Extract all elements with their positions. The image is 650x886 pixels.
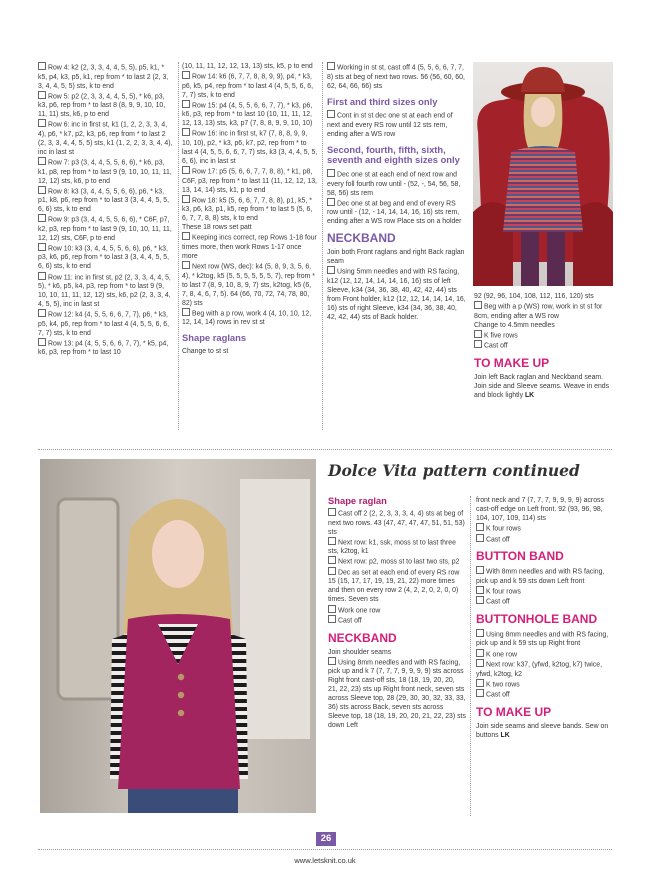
checkbox-icon [38,157,46,165]
pattern-text: Join side seams and sleeve bands. Sew on buttons LK [476,722,609,739]
page-title: Dolce Vita pattern continued [328,461,580,480]
pattern-row: K five rows [474,330,614,341]
pattern-text: These 18 rows set patt [182,224,252,232]
checkbox-icon [182,166,190,174]
pattern-column-6 [476,496,612,740]
pattern-text: Join shoulder seams [328,648,392,656]
pattern-row: Row 8: k3 (3, 4, 4, 5, 5, 6, 6), p6, * k3, p1, k8, p6, rep from * to last 3 (3, 4, 4, 5, 5, 6, 6) sts, k to end [38,186,173,215]
checkbox-icon [38,338,46,346]
pattern-column-5 [328,496,466,731]
pattern-row: Next row: k1, ssk, moss st to last three sts, k2tog, k1 [328,537,466,557]
pattern-text: front neck and 7 (7, 7, 7, 9, 9, 9, 9) across cast-off edge on Left front. 92 (93, 96, 98, 104, 107, 109, 114) sts [476,497,604,523]
section-heading: NECKBAND [328,630,397,645]
pattern-row: Cast off [476,596,612,607]
model-photo-cardigan-image [40,459,316,813]
pattern-row: Dec as set at each end of every RS row 15 (15, 17, 17, 19, 19, 21, 22) more times and then on every row 2 (4, 2, 2, 0, 2, 0, 0) times. Seven sts [328,567,466,605]
pattern-column-4 [474,292,614,400]
checkbox-icon [476,523,484,531]
pattern-row: Dec one st at each end of next row and every foll fourth row until - (52, -, 54, 56, 58, 58, 56) sts rem [327,169,467,198]
checkbox-icon [327,62,335,70]
pattern-row: Next row (WS, dec): k4 (5, 8, 9, 3, 5, 6, 4), * k2tog, k5 (5, 5, 5, 5, 5, 5, 7), rep from * to last 7 (8, 9, 10, 8, 9, 7) sts, k2tog, k5 (6, 7, 8, 4, 6, 7, 5). 64 (66, 70, 72, 74, 78, 80, 82) sts [182,261,318,308]
signature-mark: LK [524,391,535,399]
pattern-row: Row 13: p4 (4, 5, 5, 6, 6, 7, 7), * k5, p4, k6, p3, rep from * to last 10 [38,338,173,358]
section-heading: NECKBAND [327,231,396,246]
section-heading: TO MAKE UP [474,355,550,370]
model-photo-sweater-image [473,62,613,286]
pattern-row: Using 8mm needles and with RS facing, pick up and k 7 (7, 7, 7, 9, 9, 9, 9) sts across Right front cast-off sts, 18 (18, 19, 20, 20, 21, 22, 23) sts up Right front neck, seven sts across Sleeve top, 28 (29, 30, 30, 32, 33, 33, 36) sts across Back, seven sts across Sleeve top, 18 (18, 19, 20, 20, 21, 22, 23) sts down Left [328,657,466,731]
checkbox-icon [476,534,484,542]
model-photo-sweater [473,62,613,286]
pattern-text: 92 (92, 96, 104, 108, 112, 116, 120) sts [474,293,594,300]
checkbox-icon [327,266,335,274]
pattern-row: K two rows [476,679,612,690]
divider [38,449,612,450]
checkbox-icon [328,556,336,564]
pattern-row: Next row: k37, (yfwd, k2tog, k7) twice, yfwd, k2tog, k2 [476,659,612,679]
pattern-row: Row 9: p3 (3, 4, 4, 5, 5, 6, 6), * C6F, p7, k2, p3, rep from * to last 9 (9, 10, 10, 11, 11, 12, 12) sts, C6F, p to end [38,214,173,243]
pattern-row: Work one row [328,605,466,616]
checkbox-icon [38,62,46,70]
checkbox-icon [476,586,484,594]
pattern-column-1 [38,62,173,357]
pattern-row: Cast off [474,340,614,351]
checkbox-icon [328,567,336,575]
divider [470,496,471,816]
pattern-row: Next row: p2, moss st to last two sts, p2 [328,556,466,567]
pattern-row: Row 10: k3 (3, 4, 4, 5, 5, 6, 6), p6, * k3, p3, k6, p6, rep from * to last 3 (3, 4, 4, 5, 5, 6, 6) sts, k to end [38,243,173,272]
pattern-text: Join both Front raglans and right Back raglan seam [327,249,465,266]
pattern-row: Working in st st, cast off 4 (5, 5, 6, 6, 7, 7, 8) sts at beg of next two rows. 56 (56, 60, 60, 62, 64, 66, 66) sts [327,62,467,91]
checkbox-icon [182,308,190,316]
checkbox-icon [182,261,190,269]
pattern-text: (10, 11, 11, 12, 12, 13, 13) sts, k5, p to end [182,63,313,70]
checkbox-icon [38,309,46,317]
checkbox-icon [476,629,484,637]
section-heading: First and third sizes only [327,95,438,107]
pattern-row: Row 14: k6 (6, 7, 7, 8, 8, 9, 9), p4, * k3, p6, k5, p4, rep from * to last 4 (4, 5, 5, 6, 6, 7, 7) sts, k to end [182,71,318,100]
checkbox-icon [327,110,335,118]
section-heading: TO MAKE UP [476,704,552,719]
checkbox-icon [476,596,484,604]
pattern-column-3 [327,62,467,322]
section-heading: BUTTONHOLE BAND [476,611,598,626]
checkbox-icon [38,243,46,251]
checkbox-icon [474,330,482,338]
checkbox-icon [328,605,336,613]
pattern-row: With 8mm needles and with RS facing, pick up and k 59 sts down Left front [476,566,612,586]
checkbox-icon [182,128,190,136]
pattern-row: Row 7: p3 (3, 4, 4, 5, 5, 6, 6), * k6, p3, k1, p8, rep from * to last 9 (9, 10, 10, 11, 11, 12, 12) sts, k6, p to end [38,157,173,186]
checkbox-icon [328,615,336,623]
checkbox-icon [476,649,484,657]
checkbox-icon [182,195,190,203]
checkbox-icon [182,71,190,79]
footer-url[interactable]: www.letsknit.co.uk [294,856,356,865]
pattern-row: Row 17: p5 (5, 6, 6, 7, 7, 8, 8), * k1, p8, C6F, p3, rep from * to last 11 (11, 12, 12, 13, 13, 14, 14) sts, k1, p to end [182,166,318,195]
pattern-row: Row 6: inc in first st, k1 (1, 2, 2, 3, 3, 4, 4), p6, * k7, p2, k3, p6, rep from * to last 2 (2, 3, 3, 4, 4, 5, 5) sts, k1 (1, 2, 2, 3, 3, 4, 4), inc in last st [38,119,173,157]
checkbox-icon [38,214,46,222]
checkbox-icon [38,272,46,280]
divider [322,62,323,430]
checkbox-icon [327,198,335,206]
checkbox-icon [476,679,484,687]
pattern-row: Row 4: k2 (2, 3, 3, 4, 4, 5, 5), p5, k1, * k5, p4, k3, p5, k1, rep from * to last 2 (2, 3, 3, 4, 4, 5, 5) sts, k to end [38,62,173,91]
pattern-row: Row 11: inc in first st, p2 (2, 3, 3, 4, 4, 5, 5), * k6, p5, k4, p3, rep from * to last 9 (9, 10, 10, 11, 11, 12, 12) sts, k6, p2 (2, 3, 3, 4, 4, 5, 5), inc in last st [38,272,173,310]
pattern-row: Row 16: inc in first st, k7 (7, 8, 8, 9, 9, 10, 10), p2, * k3, p6, k7, p2, rep from * to last 4 (4, 5, 5, 6, 6, 7, 7) sts, k3 (3, 4, 4, 5, 5, 6, 6), inc in last st [182,128,318,166]
checkbox-icon [38,119,46,127]
checkbox-icon [476,566,484,574]
pattern-text: Join left Back raglan and Neckband seam. Join side and Sleeve seams. Weave in ends and block lightly LK [474,373,610,399]
pattern-text: Change to 4.5mm needles [474,321,555,329]
pattern-text: Change to st st [182,347,229,355]
checkbox-icon [474,301,482,309]
section-heading: Shape raglans [182,332,247,344]
pattern-row: Cast off [476,689,612,700]
pattern-row: Beg with a p row, work 4 (4, 10, 10, 12, 12, 14, 14) rows in rev st st [182,308,318,328]
checkbox-icon [182,232,190,240]
checkbox-icon [328,537,336,545]
pattern-row: K one row [476,649,612,660]
section-heading: BUTTON BAND [476,549,564,564]
checkbox-icon [38,186,46,194]
pattern-row: Cast off [476,534,612,545]
pattern-row: Row 12: k4 (4, 5, 5, 6, 6, 7, 7), p6, * k3, p5, k4, p6, rep from * to last 4 (4, 5, 5, 6, 6, 7, 7) sts, k to end [38,309,173,338]
pattern-row: Row 5: p2 (2, 3, 3, 4, 4, 5, 5), * k6, p3, k3, p6, rep from * to last 8 (8, 9, 9, 10, 10, 11, 11) sts, k6, p to end [38,91,173,120]
pattern-row: Keeping incs correct, rep Rows 1-18 four times more, then work Rows 1-17 once more [182,232,318,261]
pattern-row: Cont in st st dec one st at each end of next and every RS row until 12 sts rem, ending after a WS row [327,110,467,139]
model-photo-cardigan [40,459,316,813]
pattern-column-2 [182,62,318,356]
pattern-row: Beg with a p (WS) row, work in st st for 8cm, ending after a WS row [474,301,614,321]
section-heading: Shape raglan [328,495,387,506]
pattern-row: K four rows [476,523,612,534]
checkbox-icon [182,100,190,108]
footer-divider [38,849,612,850]
section-heading: Second, fourth, fifth, sixth, seventh and eighth sizes only [327,143,460,166]
checkbox-icon [328,657,336,665]
checkbox-icon [474,340,482,348]
pattern-row: Row 15: p4 (4, 5, 5, 6, 6, 7, 7), * k3, p6, k6, p3, rep from * to last 10 (10, 11, 11, 12, 12, 13, 13) sts, k3, p7 (7, 8, 8, 9, 9, 10, 10) [182,100,318,129]
divider [178,62,179,430]
page-number: 26 [316,832,336,846]
pattern-row: Dec one st at beg and end of every RS row until - (12, - 14, 14, 14, 16, 16) sts rem, ending after a WS row Place sts on a holder [327,198,467,227]
checkbox-icon [476,689,484,697]
pattern-row: Cast off [328,615,466,626]
pattern-row: Using 5mm needles and with RS facing, k12 (12, 12, 14, 14, 14, 16, 16) sts of left Sleeve, k34 (34, 36, 38, 40, 42, 42, 44) sts from Front holder, k12 (12, 12, 14, 14, 14, 16, 16) sts of right Sleeve, k34 (34, 36, 38, 40, 42, 42, 44) sts of Back holder. [327,266,467,322]
pattern-row: Row 18: k5 (5, 6, 6, 7, 7, 8, 8), p1, k5, * k3, p6, k3, p1, k5, rep from * to last 5 (5, 6, 6, 7, 7, 8, 8) sts, k to end [182,195,318,224]
checkbox-icon [328,508,336,516]
signature-mark: LK [500,731,510,739]
checkbox-icon [476,659,484,667]
pattern-row: Using 8mm needles and with RS facing, pick up and k 59 sts up Right front [476,629,612,649]
checkbox-icon [38,91,46,99]
checkbox-icon [327,169,335,177]
pattern-row: K four rows [476,586,612,597]
pattern-row: Cast off 2 (2, 2, 3, 3, 3, 4, 4) sts at beg of next two rows. 43 (47, 47, 47, 47, 51, 51, 53) sts [328,508,466,537]
